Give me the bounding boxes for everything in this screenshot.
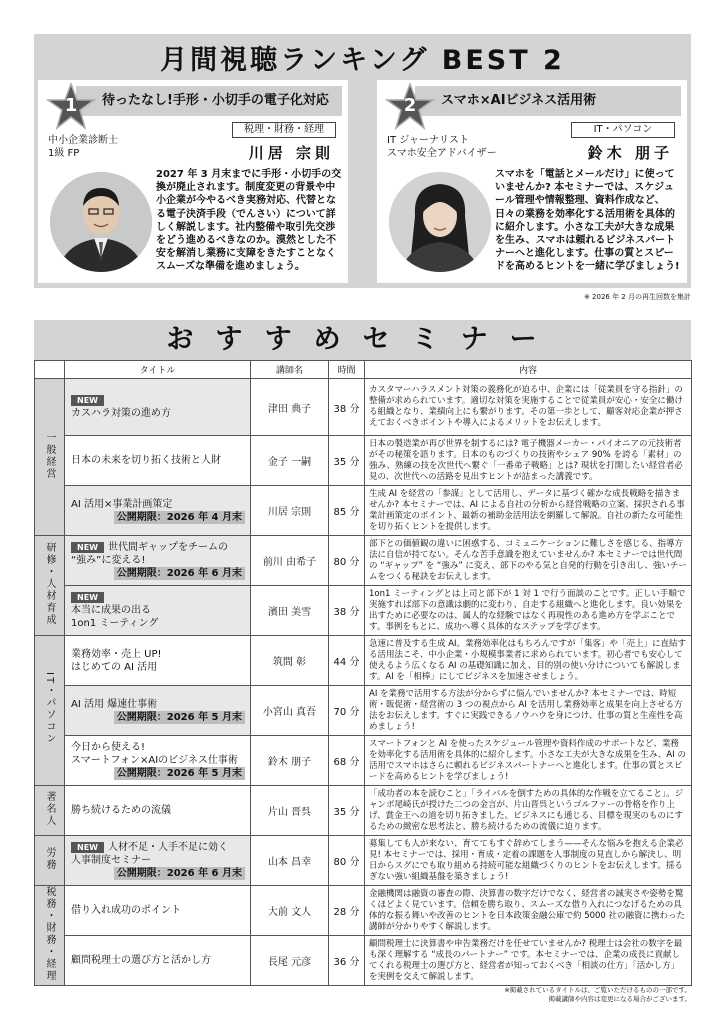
seminar-content: スマートフォンと AI を使ったスケジュール管理や資料作成のサポートなど、業務を効率化する活用術を具体的に紹介します。小さな工夫が大きな成果を生み、AI の活用でスマホはさらに頼れるビジネスパートナーへと進化します。仕事の質とスピードを高めるヒントを学びましょう! xyxy=(365,736,692,786)
ranking-description: 2027 年 3 月末までに手形・小切手の交換が廃止されます。制度変更の背景や中小企業が今やるべき実務対応、代替となる電子決済手段（でんさい）について詳しく解説します。社内整備や取引先交渉をどう進めるべきなのか。漠然とした不安を解消し業務に支障をきたすことなくスムーズな準備を進めましょう。 xyxy=(156,169,342,273)
header-category xyxy=(35,361,65,379)
ranking-card-title: 待ったなし!手形・小切手の電子化対応 xyxy=(76,86,342,116)
duration: 80 分 xyxy=(329,836,365,886)
ranking-description: スマホを「電話とメールだけ」に使っていませんか? 本セミナーでは、スケジュール管理や情報整理、資料作成など、日々の業務を効率化する活用術を具体的に紹介します。小さな工夫が大きな成果を生み、スマホは頼れるビジネスパートナーへと進化します。仕事の質とスピードを高めるヒントを一緒に学びましょう! xyxy=(495,169,680,273)
ranking-card-1[interactable] xyxy=(38,80,348,283)
duration: 80 分 xyxy=(329,536,365,586)
lecturer-role: 中小企業診断士 1級 FP xyxy=(48,135,118,159)
publish-deadline: 公開期限：2026 年 4 月末 xyxy=(114,511,245,524)
rank-number: 1 xyxy=(64,95,78,116)
duration: 68 分 xyxy=(329,736,365,786)
seminar-title[interactable]: 顧問税理士の選び方と活かし方 xyxy=(65,936,251,986)
new-badge: NEW xyxy=(71,592,104,603)
table-row[interactable] xyxy=(35,836,692,886)
lecturer-name: 前川 由希子 xyxy=(251,536,329,586)
seminar-title[interactable]: AI 活用 爆速仕事術 公開期限：2026 年 5 月末 xyxy=(65,686,251,736)
seminar-content: 日本の製造業が再び世界を制するには? 電子機器メーカー・パイオニアの元技術者がその秘策を語ります。日本のものづくりの技術やシェア 90% を誇る「素材」の強み、熟練の技を次世代へ繋ぐ「一番弟子戦略」とは? 現状を打開したい経営者必見の、次世代への活路を見出すヒントが詰まった講義です。 xyxy=(365,436,692,486)
new-badge: NEW xyxy=(71,842,104,853)
seminar-content: 部下との価値観の違いに困惑する、コミュニケーションに難しさを感じる、指導方法に自信が持てない。そんな苦手意識を抱えていませんか? 本セミナーでは世代間の “ギャップ” を “強み” に変え、部下のやる気と自発的行動を引き出し、強いチームをつくる秘訣をお伝えします。 xyxy=(365,536,692,586)
lecturer-photo xyxy=(50,172,152,272)
seminar-title[interactable]: 今日から使える! スマートフォン×AIのビジネス仕事術 公開期限：2026 年 5 月末 xyxy=(65,736,251,786)
category-cell: 一般経営 xyxy=(35,379,65,536)
seminar-title[interactable]: NEW 人材不足・人手不足に効く 人事制度セミナー 公開期限：2026 年 6 月末 xyxy=(65,836,251,886)
rank-star-icon xyxy=(385,82,435,132)
duration: 38 分 xyxy=(329,379,365,436)
duration: 44 分 xyxy=(329,636,365,686)
seminar-title[interactable]: NEW カスハラ対策の進め方 xyxy=(65,379,251,436)
ranking-category: IT・パソコン xyxy=(571,122,675,138)
table-row[interactable] xyxy=(35,636,692,686)
seminar-content: 募集しても人が来ない、育ててもすぐ辞めてしまう——そんな悩みを抱える企業必見! 本セミナーでは、採用・育成・定着の課題を人事制度の見直しから解決し、明日からスグにでも取り組める持続可能な組織づくりのヒントをお伝えします。揺るぎない強い組織基盤を築きましょう! xyxy=(365,836,692,886)
table-row[interactable] xyxy=(35,786,692,836)
lecturer-name: 山本 昌幸 xyxy=(251,836,329,886)
ranking-section xyxy=(34,34,691,288)
publish-deadline: 公開期限：2026 年 6 月末 xyxy=(114,867,245,880)
ranking-note: ※ 2026 年 2 月の再生回数を集計 xyxy=(583,293,691,301)
category-cell: 著名人 xyxy=(35,786,65,836)
seminar-content: カスタマーハラスメント対策の義務化が迫る中、企業には「従業員を守る指針」の整備が求められています。適切な対策を実施することで従業員が安心・安全に働ける組織となり、業績向上にも繋がります。その第一歩として、顧客対応企業が押さえておくべきポイントや導入によるメリットをお伝えします。 xyxy=(365,379,692,436)
header-title: タイトル xyxy=(65,361,251,379)
seminar-title[interactable]: NEW 世代間ギャップをチームの “強み”に変える! 公開期限：2026 年 6 月末 xyxy=(65,536,251,586)
seminar-title[interactable]: NEW 本当に成果の出る 1on1 ミーティング xyxy=(65,586,251,636)
lecturer-name: 鈴木 朋子 xyxy=(587,144,673,162)
header-lecturer: 講師名 xyxy=(251,361,329,379)
lecturer-name: 津田 典子 xyxy=(251,379,329,436)
seminar-content: 生成 AI を経営の「参謀」として活用し、データに基づく確かな成長戦略を描きませんか? 本セミナーでは、AI による自社の分析から経営戦略の立案、採択される事業計画策定のポイント、最新の補助金活用法を網羅して解説。自社の新たな可能性を切り拓くヒントを提供します。 xyxy=(365,486,692,536)
lecturer-name: 小宮山 真吾 xyxy=(251,686,329,736)
category-cell: 税務・財務・経理 xyxy=(35,886,65,986)
seminar-title[interactable]: 借り入れ成功のポイント xyxy=(65,886,251,936)
seminar-table xyxy=(34,360,692,986)
table-row[interactable] xyxy=(35,736,692,786)
duration: 36 分 xyxy=(329,936,365,986)
seminar-title[interactable]: AI 活用×事業計画策定 公開期限：2026 年 4 月末 xyxy=(65,486,251,536)
lecturer-name: 川居 宗則 xyxy=(251,486,329,536)
duration: 85 分 xyxy=(329,486,365,536)
seminar-section-title: おすすめセミナー xyxy=(34,320,691,360)
category-cell: 労務 xyxy=(35,836,65,886)
lecturer-name: 長尾 元彦 xyxy=(251,936,329,986)
new-badge: NEW xyxy=(71,395,104,406)
lecturer-role: IT ジャーナリスト スマホ安全アドバイザー xyxy=(387,135,497,159)
category-cell: 研修・人材育成 xyxy=(35,536,65,636)
lecturer-name: 川居 宗則 xyxy=(248,144,334,162)
header-time: 時間 xyxy=(329,361,365,379)
seminar-content: 急速に普及する生成 AI。業務効率化はもちろんですが「集客」や「売上」に直結する活用法こそ、中小企業・小規模事業者に求められています。初心者でも安心して使えるよう広くなる AI の基礎知識に加え、目的別の使い分けについても解説します。AI を「相棒」にしてビジネスを加速させましょう。 xyxy=(365,636,692,686)
header-content: 内容 xyxy=(365,361,692,379)
new-badge: NEW xyxy=(71,542,104,553)
ranking-category: 税理・財務・経理 xyxy=(232,122,336,138)
duration: 38 分 xyxy=(329,586,365,636)
footer-note: ※掲載されているタイトルは、ご覧いただけるものの一部です。 掲載講師や内容は変更になる場合がございます。 xyxy=(504,986,691,1003)
seminar-content: 金融機関は融資の審査の際、決算書の数字だけでなく、経営者の誠実さや姿勢を驚くほどよく見ています。信頼を勝ち取り、スムーズな借り入れにつなげるための具体的な振る舞いや改善のヒントを日本政策金融公庫で約 5000 社の融資に携わった講師が分かりやすく解説します。 xyxy=(365,886,692,936)
table-row[interactable] xyxy=(35,486,692,536)
lecturer-name: 金子 一嗣 xyxy=(251,436,329,486)
publish-deadline: 公開期限：2026 年 5 月末 xyxy=(114,711,245,724)
rank-number: 2 xyxy=(403,95,417,116)
table-row[interactable] xyxy=(35,436,692,486)
publish-deadline: 公開期限：2026 年 5 月末 xyxy=(114,767,245,780)
seminar-content: AI を業務で活用する方法が分からずに悩んでいませんか? 本セミナーでは、時短術・販促術・経営術の 3 つの視点から AI を活用し業務効率と成果を向上させる方法をお伝えします。すぐに実践できるノウハウを身につけ、仕事の質と生産性を高めましょう! xyxy=(365,686,692,736)
seminar-title[interactable]: 日本の未来を切り拓く技術と人財 xyxy=(65,436,251,486)
table-row[interactable] xyxy=(35,536,692,586)
ranking-title: 月間視聴ランキング BEST 2 xyxy=(160,45,565,76)
duration: 70 分 xyxy=(329,686,365,736)
table-row[interactable] xyxy=(35,379,692,436)
seminar-content: 顧問税理士に決算書や申告業務だけを任せていませんか? 税理士は会社の数字を最も深く理解する “成長のパートナー” です。本セミナーでは、企業の成長に貢献してくれる税理士の選び方と、経営者が知っておくべき「相談の仕方」「活かし方」を実例を交えて解説します。 xyxy=(365,936,692,986)
ranking-card-title: スマホ×AIビジネス活用術 xyxy=(415,86,681,116)
seminar-title[interactable]: 勝ち続けるための流儀 xyxy=(65,786,251,836)
lecturer-name: 筑間 彰 xyxy=(251,636,329,686)
duration: 35 分 xyxy=(329,786,365,836)
table-row[interactable] xyxy=(35,586,692,636)
publish-deadline: 公開期限：2026 年 6 月末 xyxy=(114,567,245,580)
lecturer-photo xyxy=(389,172,491,272)
table-header-row xyxy=(35,361,692,379)
duration: 28 分 xyxy=(329,886,365,936)
rank-star-icon xyxy=(46,82,96,132)
lecturer-name: 濱田 美雪 xyxy=(251,586,329,636)
duration: 35 分 xyxy=(329,436,365,486)
lecturer-name: 片山 晋呉 xyxy=(251,786,329,836)
ranking-card-2[interactable] xyxy=(377,80,687,283)
seminar-content: 1on1 ミーティングとは上司と部下が 1 対 1 で行う面談のことです。正しい手順で実施すれば部下の意識は劇的に変わり、自走する組織へと進化します。良い効果を出すために必要なのは、属人的な経験ではなく再現性のある進め方を学ぶことです。事例をもとに、成功へ導く具体的なステップを学びます。 xyxy=(365,586,692,636)
seminar-title[interactable]: 業務効率・売上 UP! はじめての AI 活用 xyxy=(65,636,251,686)
category-cell: IT・パソコン xyxy=(35,636,65,786)
table-row[interactable] xyxy=(35,936,692,986)
seminar-content: 「成功者の本を読むこと」「ライバルを倒すための具体的な作戦を立てること」。ジャンボ尾崎氏が授けた二つの金言が、片山晋呉というゴルファーの骨格を作り上げ、賞金王への道を切り拓きました。ビジネスにも通じる、目標を現実のものにするための緻密な思考法と、勝ち続けるための流儀に迫ります。 xyxy=(365,786,692,836)
lecturer-name: 鈴木 朋子 xyxy=(251,736,329,786)
lecturer-name: 大前 文人 xyxy=(251,886,329,936)
table-row[interactable] xyxy=(35,886,692,936)
table-row[interactable] xyxy=(35,686,692,736)
